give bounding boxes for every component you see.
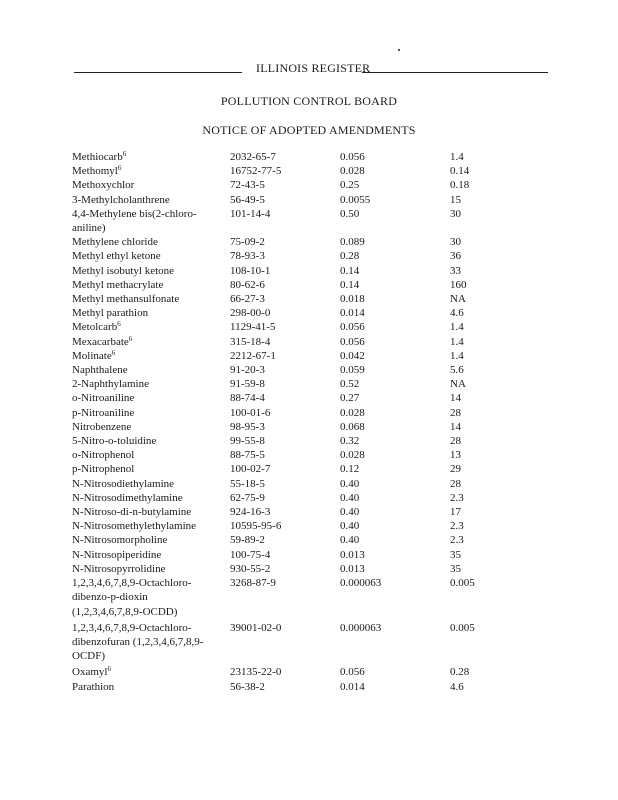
wastewater-value: 0.27 (340, 392, 360, 405)
table-row (72, 150, 572, 164)
footnote-marker: 6 (117, 320, 121, 329)
nonwastewater-value: 1.4 (450, 151, 464, 163)
constituent-name: Methyl ethyl ketone (72, 250, 161, 263)
wastewater-value: 0.018 (340, 293, 365, 306)
table-row (72, 363, 572, 377)
constituent-name: o-Nitroaniline (72, 392, 135, 405)
wastewater-value: 0.068 (340, 420, 365, 433)
cas-number: 100-02-7 (230, 463, 271, 476)
constituent-name: Methomyl$^6$ (72, 164, 122, 178)
nonwastewater-value: 5.6 (450, 364, 464, 377)
constituent-name: 1,2,3,4,6,7,8,9-Octachloro- dibenzo-p-dioxin (1,2,3,4,6,7,8,9-OCDD) (72, 577, 192, 618)
constituent-name: Methoxychlor (72, 179, 135, 192)
constituent-name: Metolcarb$^6$ (72, 320, 121, 334)
constituent-name: 3-Methylcholanthrene (72, 193, 170, 206)
cas-number: 91-20-3 (230, 364, 265, 377)
table-row (72, 519, 572, 533)
constituent-name: N-Nitrosomethylethylamine (72, 520, 197, 533)
table-row (72, 562, 572, 576)
wastewater-value: 0.056 (340, 335, 365, 348)
cas-number: 3268-87-9 (230, 577, 276, 590)
register-heading: ILLINOIS REGISTER (256, 61, 371, 75)
table-row (72, 462, 572, 476)
nonwastewater-value: 29 (450, 463, 461, 476)
table-row (72, 235, 572, 249)
nonwastewater-value: 30 (450, 236, 461, 249)
nonwastewater-value: 15 (450, 193, 461, 206)
nonwastewater-value: 1.4 (450, 335, 464, 348)
table-row (72, 207, 572, 235)
wastewater-value: 0.014 (340, 680, 365, 693)
table-row (72, 665, 572, 679)
table-row (72, 335, 572, 349)
wastewater-value: 0.25 (340, 179, 360, 192)
constituent-name: N-Nitrosodimethylamine (72, 491, 183, 504)
cas-number: 39001-02-0 (230, 621, 282, 634)
cas-number: 80-62-6 (230, 278, 265, 291)
table-row (72, 576, 572, 619)
cas-number: 72-43-5 (230, 179, 265, 192)
cas-number: 62-75-9 (230, 491, 265, 504)
constituent-name: p-Nitrophenol (72, 463, 135, 476)
header-rule-left (74, 72, 242, 73)
constituent-name: Mexacarbate$^6$ (72, 334, 133, 348)
footnote-marker: 6 (111, 348, 116, 357)
constituent-name: 2-Naphthylamine (72, 378, 149, 391)
nonwastewater-value: 0.005 (450, 621, 475, 634)
table-row (72, 533, 572, 547)
nonwastewater-value: 2.3 (450, 534, 464, 547)
cas-number: 75-09-2 (230, 236, 265, 249)
constituent-table (72, 150, 572, 694)
table-row (72, 406, 572, 420)
constituent-name: N-Nitrosomorpholine (72, 534, 168, 547)
nonwastewater-value: 28 (450, 406, 461, 419)
constituent-name: Nitrobenzene (72, 420, 132, 433)
wastewater-value: 0.40 (340, 534, 360, 547)
cas-number: 99-55-8 (230, 435, 265, 448)
nonwastewater-value: 13 (450, 449, 461, 462)
constituent-name: Methyl methansulfonate (72, 293, 180, 306)
constituent-name: Parathion (72, 680, 115, 693)
constituent-name: Methiocarb$^6$ (72, 150, 127, 163)
cas-number: 924-16-3 (230, 506, 271, 519)
cas-number: 66-27-3 (230, 293, 265, 306)
table-row (72, 264, 572, 278)
nonwastewater-value: 1.4 (450, 349, 464, 362)
constituent-name: Methyl isobutyl ketone (72, 264, 175, 277)
wastewater-value: 0.0055 (340, 193, 371, 206)
constituent-name: Naphthalene (72, 364, 128, 377)
table-row (72, 491, 572, 505)
cas-number: 10595-95-6 (230, 520, 282, 533)
constituent-name: 5-Nitro-o-toluidine (72, 435, 157, 448)
cas-number: 100-01-6 (230, 406, 271, 419)
cas-number: 98-95-3 (230, 420, 265, 433)
table-row (72, 477, 572, 491)
header-rule-right (362, 72, 548, 73)
wastewater-value: 0.50 (340, 207, 360, 220)
table-row (72, 420, 572, 434)
wastewater-value: 0.028 (340, 406, 365, 419)
table-row (72, 164, 572, 178)
nonwastewater-value: 0.14 (450, 165, 470, 178)
constituent-name: Methyl parathion (72, 307, 149, 320)
wastewater-value: 0.042 (340, 349, 365, 362)
cas-number: 315-18-4 (230, 335, 271, 348)
nonwastewater-value: NA (450, 378, 466, 391)
nonwastewater-value: 0.005 (450, 577, 475, 590)
table-row (72, 548, 572, 562)
nonwastewater-value: 0.28 (450, 666, 470, 679)
nonwastewater-value: 2.3 (450, 491, 464, 504)
cas-number: 78-93-3 (230, 250, 265, 263)
cas-number: 23135-22-0 (230, 666, 282, 679)
nonwastewater-value: 14 (450, 420, 461, 433)
wastewater-value: 0.40 (340, 491, 360, 504)
cas-number: 2212-67-1 (230, 349, 276, 362)
cas-number: 298-00-0 (230, 307, 271, 320)
constituent-name: p-Nitroaniline (72, 406, 135, 419)
constituent-name: 4,4-Methylene bis(2-chloro- aniline) (72, 207, 197, 235)
constituent-name: N-Nitrosopiperidine (72, 548, 162, 561)
nonwastewater-value: 36 (450, 250, 461, 263)
notice-heading: NOTICE OF ADOPTED AMENDMENTS (202, 123, 416, 137)
table-row (72, 377, 572, 391)
wastewater-value: 0.14 (340, 264, 360, 277)
constituent-name: N-Nitrosodiethylamine (72, 477, 175, 490)
nonwastewater-value: 2.3 (450, 520, 464, 533)
table-row (72, 278, 572, 292)
nonwastewater-value: 1.4 (450, 321, 464, 334)
nonwastewater-value: 17 (450, 506, 461, 519)
table-row (72, 680, 572, 694)
wastewater-value: 0.013 (340, 548, 365, 561)
nonwastewater-value: 35 (450, 548, 461, 561)
cas-number: 55-18-5 (230, 477, 265, 490)
wastewater-value: 0.40 (340, 506, 360, 519)
nonwastewater-value: 28 (450, 477, 461, 490)
cas-number: 56-49-5 (230, 193, 265, 206)
nonwastewater-value: 4.6 (450, 307, 464, 320)
footnote-marker: 6 (117, 164, 122, 173)
wastewater-value: 0.059 (340, 364, 365, 377)
nonwastewater-value: 0.18 (450, 179, 470, 192)
constituent-name: Methylene chloride (72, 236, 158, 249)
table-row (72, 505, 572, 519)
cas-number: 88-74-4 (230, 392, 265, 405)
footnote-marker: 6 (107, 665, 111, 674)
cas-number: 1129-41-5 (230, 321, 276, 334)
wastewater-value: 0.028 (340, 165, 365, 178)
cas-number: 101-14-4 (230, 207, 271, 220)
table-row (72, 178, 572, 192)
cas-number: 2032-65-7 (230, 151, 276, 163)
nonwastewater-value: 28 (450, 435, 461, 448)
wastewater-value: 0.028 (340, 449, 365, 462)
wastewater-value: 0.013 (340, 562, 365, 575)
wastewater-value: 0.056 (340, 151, 365, 163)
table-row (72, 621, 572, 664)
table-row (72, 306, 572, 320)
nonwastewater-value: 33 (450, 264, 461, 277)
cas-number: 59-89-2 (230, 534, 265, 547)
wastewater-value: 0.014 (340, 307, 365, 320)
table-row (72, 193, 572, 207)
nonwastewater-value: 14 (450, 392, 461, 405)
wastewater-value: 0.056 (340, 666, 365, 679)
wastewater-value: 0.40 (340, 520, 360, 533)
cas-number: 930-55-2 (230, 562, 271, 575)
constituent-name: 1,2,3,4,6,7,8,9-Octachloro- dibenzofuran (1,2,3,4,6,7,8,9- OCDF) (72, 621, 204, 663)
constituent-name: N-Nitrosopyrrolidine (72, 562, 166, 575)
cas-number: 100-75-4 (230, 548, 271, 561)
cas-number: 88-75-5 (230, 449, 265, 462)
nonwastewater-value: 4.6 (450, 680, 464, 693)
constituent-name: Molinate$^6$ (72, 348, 116, 362)
cas-number: 91-59-8 (230, 378, 265, 391)
wastewater-value: 0.52 (340, 378, 360, 391)
table-row (72, 349, 572, 363)
table-row (72, 448, 572, 462)
table-row (72, 249, 572, 263)
wastewater-value: 0.12 (340, 463, 360, 476)
cas-number: 108-10-1 (230, 264, 271, 277)
constituent-name: Oxamyl$^6$ (72, 665, 111, 679)
table-row (72, 391, 572, 405)
wastewater-value: 0.056 (340, 321, 365, 334)
wastewater-value: 0.000063 (340, 621, 382, 634)
cas-number: 16752-77-5 (230, 165, 282, 178)
wastewater-value: 0.000063 (340, 577, 382, 590)
table-row (72, 292, 572, 306)
constituent-name: N-Nitroso-di-n-butylamine (72, 506, 192, 519)
cas-number: 56-38-2 (230, 680, 265, 693)
nonwastewater-value: 35 (450, 562, 461, 575)
wastewater-value: 0.089 (340, 236, 365, 249)
wastewater-value: 0.40 (340, 477, 360, 490)
wastewater-value: 0.28 (340, 250, 360, 263)
footnote-marker: 6 (128, 334, 133, 343)
table-row (72, 320, 572, 334)
table-row (72, 434, 572, 448)
nonwastewater-value: 160 (450, 278, 467, 291)
footnote-marker: 6 (122, 150, 127, 158)
nonwastewater-value: 30 (450, 207, 461, 220)
wastewater-value: 0.14 (340, 278, 360, 291)
nonwastewater-value: NA (450, 293, 466, 306)
wastewater-value: 0.32 (340, 435, 360, 448)
constituent-name: Methyl methacrylate (72, 278, 164, 291)
constituent-name: o-Nitrophenol (72, 449, 135, 462)
board-heading: POLLUTION CONTROL BOARD (220, 94, 398, 108)
scan-speck (398, 49, 400, 51)
